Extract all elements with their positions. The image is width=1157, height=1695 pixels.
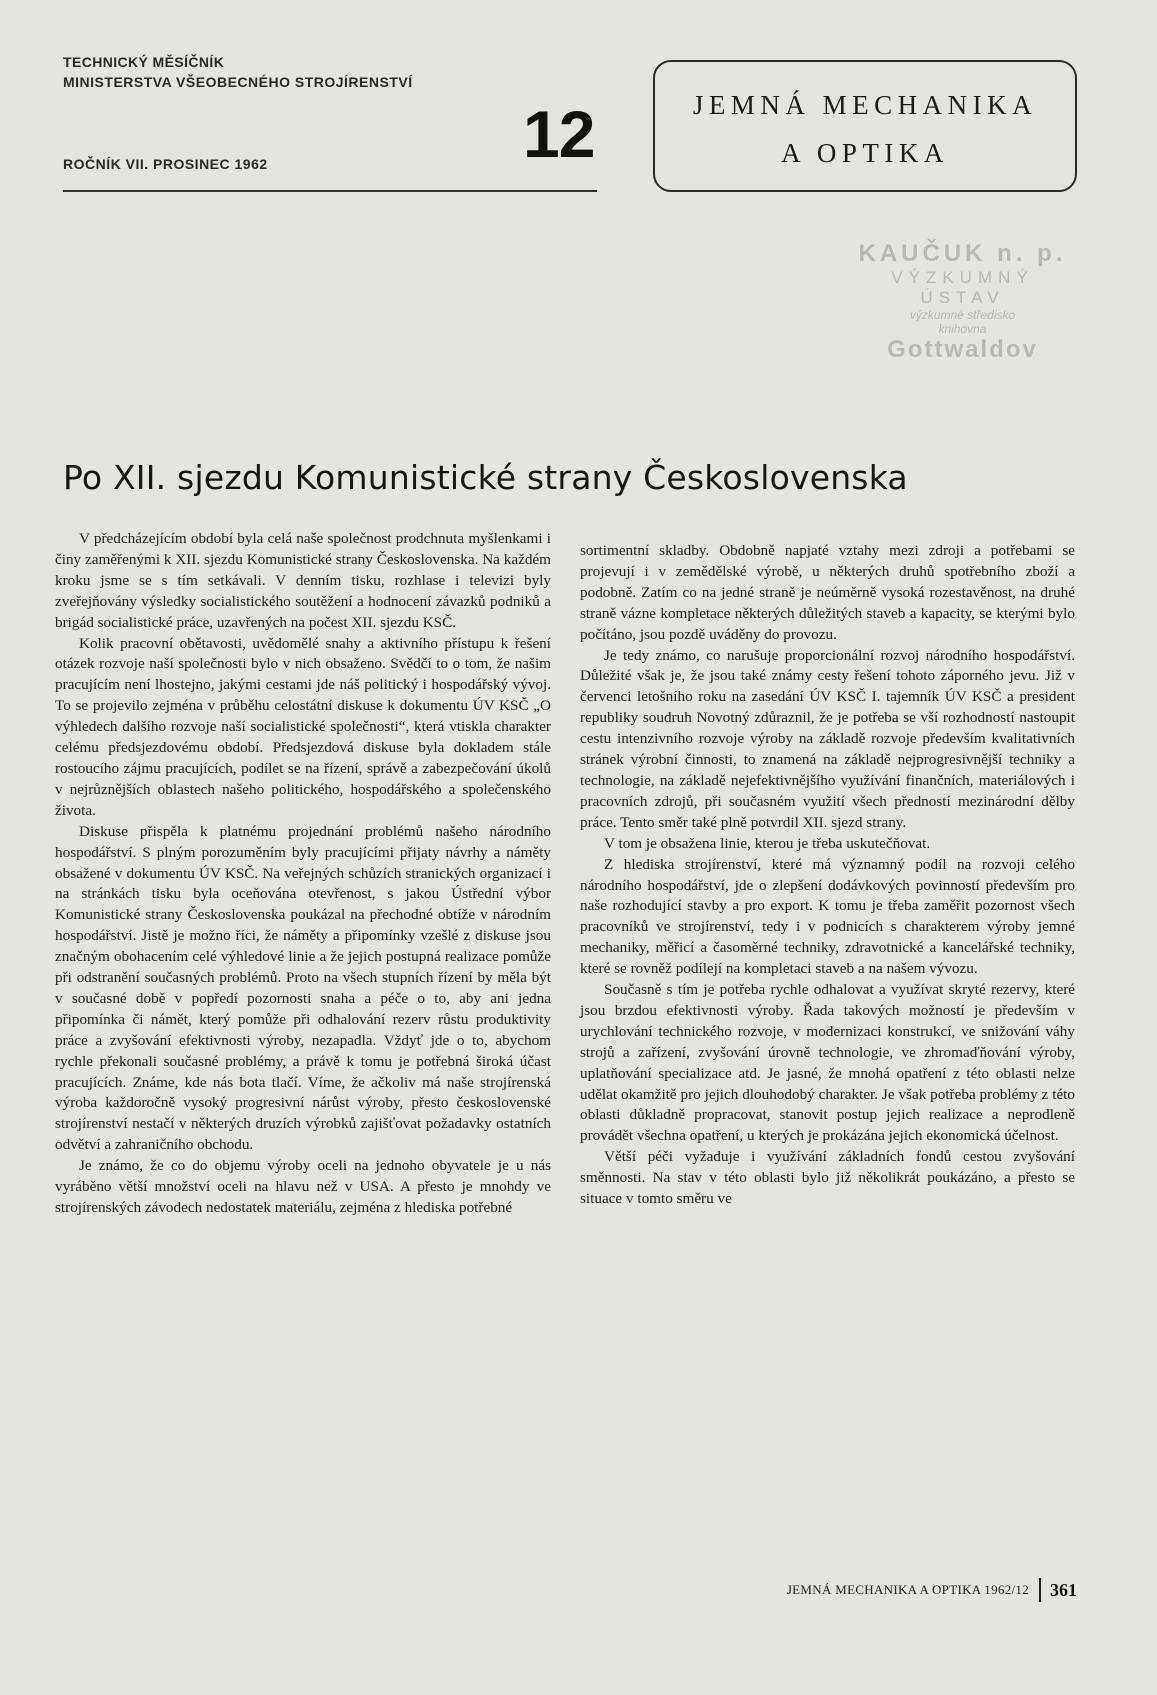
page-footer [747,1578,1077,1602]
masthead-publisher: MINISTERSTVA VŠEOBECNÉHO STROJÍRENSTVÍ [63,74,413,90]
footer-divider [1039,1578,1041,1602]
stamp-line4: knihovna [938,322,987,336]
paragraph: sortimentní skladby. Obdobně napjaté vztahy mezi zdroji a potřebami se projevují i v zemědělské výrobě, u některých druhů spotřebního zboží a podobně. Zatím co na jedné straně je neúměrně vysoká rozestavěnost, na druhé straně vázne kompletace některých důležitých staveb a kapacity, se kterými bylo počítáno, jsou pozdě uváděny do provozu. [580,542,1075,643]
stamp-line5: Gottwaldov [887,336,1038,363]
page-number: 361 [1050,1579,1077,1600]
stamp-line2: VÝZKUMNÝ ÚSTAV [891,268,1034,307]
journal-title-line2: A OPTIKA [781,138,949,168]
masthead-publication-type: TECHNICKÝ MĚSÍČNÍK [63,54,225,70]
paragraph: Je tedy známo, co narušuje proporcionální rozvoj národního hospodářství. Důležité však je, že jsou také známy cesty řešení tohoto záporného jevu. Již v červenci letošního roku na zasedání ÚV KSČ I. tajemník ÚV KSČ a president republiky soudruh Novotný zdůraznil, že je potřeba se vší rozhodností nastoupit cestu intenzivního rozvoje výroby na základě rozvoje především kvalitativních stránek výrobní činnosti, to znamená na základě nejprogresivnější techniky a technologie, na základě nejefektivnějšího využívání finančních, materiálových i pracovních zdrojů, při současném využití všech předností mezinárodní dělby práce. Tento směr také plně potvrdil XII. sjezd strany. [580,646,1075,831]
paragraph: Z hlediska strojírenství, které má významný podíl na rozvoji celého národního hospodářství, jde o zlepšení dodávkových povinností především pro naše rozhodující stavby a pro export. K tomu je třeba zaměřit pozornost všech pracovníků ve strojírenství, tedy i v podnicích s charakterem výroby jemné mechaniky, měřicí a časoměrné techniky, zdravotnické a kancelářské techniky, které se rovněž podílejí na kompletaci staveb a na našem vývozu. [580,855,1075,978]
article-column-right [580,541,1075,1210]
stamp-line1: KAUČUK n. p. [858,240,1067,267]
paragraph: Diskuse přispěla k platnému projednání problémů našeho národního hospodářství. S plným porozuměním byly pracujícími přijaty návrhy a náměty obsažené v dokumentu ÚV KSČ. Na veřejných schůzích stranických organizací i na stránkách tisku byla oceňována otevřenost, s jakou Ústřední výbor Komunistické strany Československa poukázal na přechodné obtíže v národním hospodářství. Jistě je možno říci, že náměty a připomínky vzešlé z diskuse jsou značným obohacením celé výhledové linie a že jejich postupná realizace pomůže při odstranění současných problémů. Proto na všech stupních řízení by měla být v současné době v popředí pozornosti snaha a péče o to, aby ani jedna připomínka či námět, který pomůže při odhalování rezerv růstu produktivity práce a zvyšování efektivnosti výroby, nezapadla. Vždyť jde o to, abychom rychle překonali současné problémy, a právě k tomu je potřebná široká účast pracujících. Známe, kde nás bota tlačí. Víme, že ačkoliv má naše strojírenská výroba každoročně vysoký progresivní nárůst výroby, přesto československé strojírenství nestačí v některých druzích výrobků zajišťovat požadavky ostatních odvětví a zahraničního obchodu. [55,822,551,1154]
masthead-volume-date: ROČNÍK VII. PROSINEC 1962 [63,156,268,172]
paragraph: Současně s tím je potřeba rychle odhalovat a využívat skryté rezervy, které jsou brzdou efektivnosti výroby. Řada takových možností je především v urychlování technického rozvoje, v modernizaci konstrukcí, ve snižování váhy strojů a zařízení, zvyšování úrovně technologie, ve zhromaďňování výroby, uplatňování specializace atd. Je jasné, že mnohá opatření z této oblasti nelze udělat okamžitě pro jejich dlouhodobý charakter. Je však potřeba problémy z této oblasti důkladně propracovat, stanovit postup jejich realizace a neprodleně provádět všechna opatření, u kterých je prokázána jejich ekonomická účelnost. [580,981,1075,1145]
stamp-line3: výzkumné středisko [909,308,1016,322]
paragraph: Je známo, že co do objemu výroby oceli na jednoho obyvatele je u nás vyráběno větší množství oceli na hlavu než v USA. A přesto je mnohdy ve strojírenských závodech nedostatek materiálu, zejména z hlediska potřebné [55,1157,551,1216]
paragraph: V předcházejícím období byla celá naše společnost prodchnuta myšlenkami i činy zaměřenými k XII. sjezdu Komunistické strany Československa. Na každém kroku jsme se s tím setkávali. V denním tisku, rozhlase i televizi byly zveřejňovány výsledky socialistického soutěžení a hodnocení závazků podniků a brigád socialistické práce, uzavřených na počest XII. sjezdu KSČ. [55,530,551,631]
masthead-rule [63,190,597,192]
paragraph: Kolik pracovní obětavosti, uvědomělé snahy a aktivního přístupu k řešení otázek rozvoje naší společnosti bylo v nich obsaženo. Svědčí to o tom, že našim pracujícím není lhostejno, jakými cestami jde náš politický i hospodářský vývoj. To se projevilo zejména v průběhu celostátní diskuse k dokumentu ÚV KSČ „O výhledech dalšího rozvoje naší socialistické společnosti“, která vtiskla charakter celému předsjezdovému období. Předsjezdová diskuse byla dokladem stále rostoucího zájmu pracujících, podílet se na řízení, správě a zabezpečování úkolů v nejrůznějších oblastech našeho politického, hospodářského a společenského života. [55,634,551,819]
footer-journal-title: JEMNÁ MECHANIKA A OPTIKA 1962/12 [786,1582,1029,1597]
journal-title-line1: JEMNÁ MECHANIKA [692,90,1038,120]
journal-title-box [653,60,1077,192]
library-stamp [845,240,1080,364]
issue-number: 12 [523,97,595,171]
article-column-left [55,529,551,1219]
article-title: Po XII. sjezdu Komunistické strany Československa [63,458,908,497]
paragraph: V tom je obsažena linie, kterou je třeba uskutečňovat. [604,834,931,852]
paragraph: Větší péči vyžaduje i využívání základních fondů cestou zvyšování směnnosti. Na stav v této oblasti bylo již několikrát poukázáno, a přesto se situace v tomto směru ve [580,1148,1075,1208]
